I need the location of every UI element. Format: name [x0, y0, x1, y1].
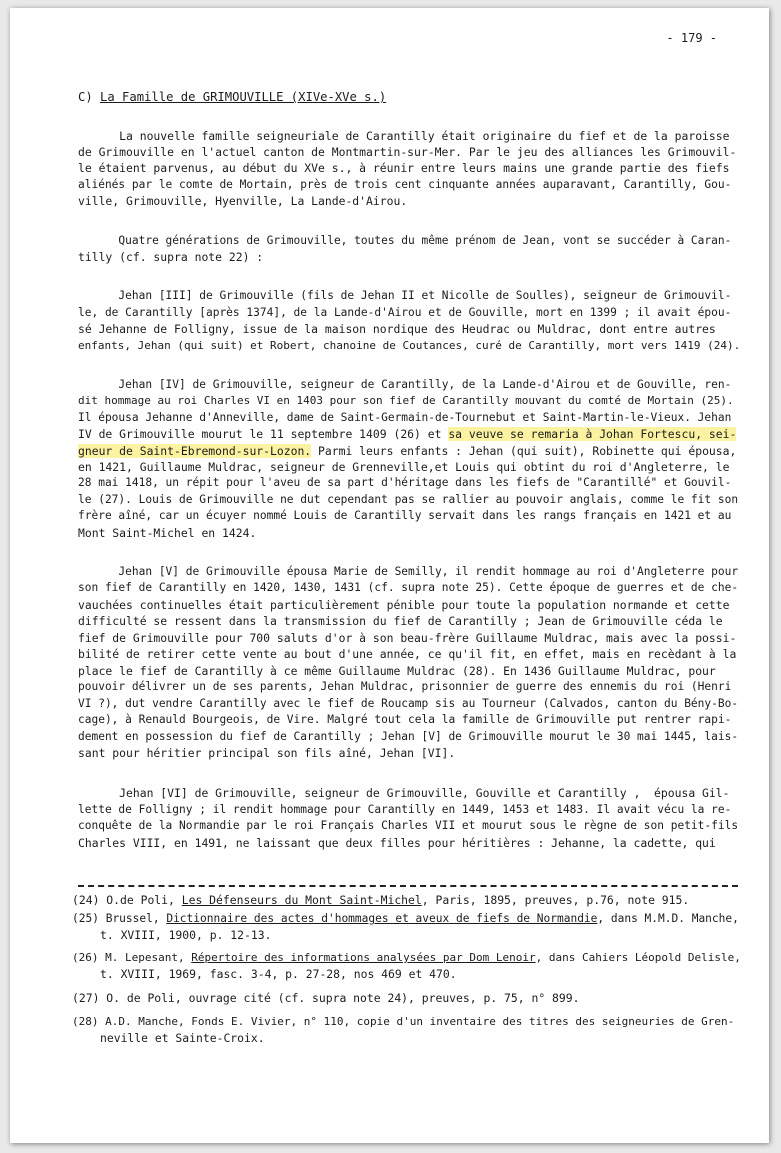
section-label: C)	[78, 90, 93, 104]
footnote-separator	[78, 885, 738, 887]
footnote-number: (26)	[72, 951, 99, 964]
text-line: Quatre générations de Grimouville, toutes du même prénom de Jean, vont se succéder à Caran-	[78, 234, 732, 247]
text-line: Charles VIII, en 1491, ne laissant que deux filles pour héritières : Jehanne, la cadette, qui	[78, 836, 716, 850]
footnote-28	[72, 1015, 734, 1029]
footnote-text: , dans Cahiers Léopold Delisle,	[535, 951, 741, 964]
text-line: son fief de Carantilly en 1420, 1430, 1431 (cf. supra note 25). Cette époque de guerres et de che-	[78, 581, 739, 594]
text-line: VI ?), dut vendre Carantilly avec le fief de Roucamp sis au Tourneur (Calvados, canton du Bény-Bo-	[78, 697, 739, 710]
footnote-text: A.D. Manche, Fonds E. Vivier, n° 110, copie d'un inventaire des titres des seigneuries de Gren-	[105, 1015, 735, 1028]
footnote-number: (24)	[72, 893, 100, 907]
text-line: La nouvelle famille seigneuriale de Carantilly était originaire du fief et de la paroisse	[78, 129, 730, 143]
text-line: le étaient parvenus, au début du XVe s., à réunir entre leurs mains une grande partie des fiefs	[78, 161, 730, 175]
footnote-title: Les Défenseurs du Mont Saint-Michel	[181, 893, 422, 907]
footnote-26	[72, 951, 741, 965]
footnote-text: Brussel,	[105, 912, 167, 925]
text-line: conquête de la Normandie par le roi Français Charles VII et mourut sous le règne de son petit-fils	[78, 819, 739, 832]
footnote-number: (25)	[72, 912, 99, 925]
section-title: La Famille de GRIMOUVILLE (XIVe-XVe s.)	[100, 90, 387, 104]
text-line: de Grimouville en l'actuel canton de Montmartin-sur-Mer. Par le jeu des alliances les Grimouvil-	[78, 145, 737, 159]
footnote-text: M. Lepesant,	[105, 951, 192, 964]
text-segment: IV de Grimouville mourut le 11 septembre 1409 (26) et	[78, 427, 449, 441]
text-line: en 1421, Guillaume Muldrac, seigneur de Grenneville,et Louis qui obtint du roi d'Angleterre, le	[78, 460, 730, 474]
text-line	[78, 427, 736, 441]
text-line: Jehan [V] de Grimouville épousa Marie de Semilly, il rendit hommage au roi d'Angleterre pour	[78, 565, 739, 578]
text-line: 28 mai 1418, un répit pour l'aveu de sa part d'héritage dans les fiefs de "Carantillé" et Gouvil-	[78, 476, 732, 489]
section-heading	[78, 90, 386, 104]
text-line: sé Jehanne de Folligny, issue de la maison nordique des Heudrac ou Muldrac, dont entre autres	[78, 322, 716, 336]
footnote-26-continuation: t. XVIII, 1969, fasc. 3-4, p. 27-28, nos 469 et 470.	[100, 967, 457, 981]
footnote-text: , Paris, 1895, preuves, p.76, note 915.	[421, 893, 690, 907]
text-line: Jehan [IV] de Grimouville, seigneur de Carantilly, de la Lande-d'Airou et de Gouville, ren-	[78, 378, 732, 391]
footnote-number: (28)	[72, 1015, 99, 1028]
footnote-number: (27)	[72, 991, 100, 1005]
footnote-25-continuation: t. XVIII, 1900, p. 12-13.	[100, 928, 272, 942]
text-line: Jehan [III] de Grimouville (fils de Jehan II et Nicolle de Soulles), seigneur de Grimouvil-	[78, 289, 732, 302]
footnote-title: Dictionnaire des actes d'hommages et aveux de fiefs de Normandie	[166, 912, 598, 925]
text-line: dit hommage au roi Charles VI en 1403 pour son fief de Carantilly mouvant du comté de Mortain (25).	[78, 394, 734, 407]
text-line: pouvoir délivrer un de ses parents, Jehan Muldrac, prisonnier de guerre des ennemis du roi (Henri	[78, 680, 732, 693]
page-number: - 179 -	[666, 31, 717, 45]
footnote-title: Répertoire des informations analysées par Dom Lenoir	[191, 951, 536, 964]
footnote-text: O. de Poli, ouvrage cité (cf. supra note 24), preuves, p. 75, n° 899.	[106, 991, 580, 1005]
text-line: vauchées continuelles était particulièrement pénible pour toute la population normande et cette	[78, 598, 730, 612]
text-line: difficulté se ressent dans la transmission du fief de Carantilly ; Jean de Grimouville céda le	[78, 614, 723, 628]
text-line: lette de Folligny ; il rendit hommage pour Carantilly en 1449, 1453 et 1483. Il avait vécu la re-	[78, 803, 732, 816]
text-line: cage), à Renauld Bourgeois, de Vire. Malgré tout cela la famille de Grimouville put rentrer rapi-	[78, 713, 732, 726]
text-line: le (27). Louis de Grimouville ne dut cependant pas se rallier au pouvoir anglais, comme le fit son	[78, 493, 739, 506]
text-segment: Parmi leurs enfants : Jehan (qui suit), Robinette qui épousa,	[311, 444, 737, 458]
document-page	[10, 8, 769, 1143]
highlighted-text: sa veuve se remaria à Johan Fortescu, sei-	[448, 427, 737, 441]
text-line: fief de Grimouville pour 700 saluts d'or à son beau-frère Guillaume Muldrac, mais avec la possi-	[78, 631, 737, 645]
text-line: Mont Saint-Michel en 1424.	[78, 526, 257, 540]
footnote-27	[72, 991, 579, 1005]
footnote-text: , dans M.M.D. Manche,	[597, 912, 739, 925]
text-line: sant pour héritier principal son fils aîné, Jehan [VI].	[78, 746, 456, 760]
text-line: aliénés par le comte de Mortain, près de trois cent cinquante années auparavant, Carantilly, Gou-	[78, 178, 732, 191]
footnote-25	[72, 912, 739, 926]
footnote-text: O.de Poli,	[106, 893, 182, 907]
footnote-28-continuation: neville et Sainte-Croix.	[100, 1031, 265, 1045]
footnote-24	[72, 893, 689, 907]
text-line: dement en possession du fief de Carantilly ; Jehan [V] de Grimouville mourut le 30 mai 1445, lais-	[78, 730, 739, 743]
text-line: place le fief de Carantilly à ce même Guillaume Muldrac (28). En 1436 Guillaume Muldrac, pour	[78, 664, 716, 678]
text-line: enfants, Jehan (qui suit) et Robert, chanoine de Coutances, curé de Carantilly, mort vers 1419 (24).	[78, 339, 741, 352]
text-line: frère aîné, car un écuyer nommé Louis de Carantilly servait dans les rangs français en 1421 et au	[78, 509, 732, 522]
text-line: le, de Carantilly [après 1374], de la Lande-d'Airou et de Gouville, mort en 1399 ; il avait épou-	[78, 306, 732, 319]
text-line: Il épousa Jehanne d'Anneville, dame de Saint-Germain-de-Tournebut et Saint-Martin-le-Vieux. Jehan	[78, 411, 732, 424]
text-line: ville, Grimouville, Hyenville, La Lande-d'Airou.	[78, 194, 408, 208]
text-line	[78, 444, 736, 458]
highlighted-text: gneur de Saint-Ebremond-sur-Lozon.	[78, 444, 312, 458]
text-line: Jehan [VI] de Grimouville, seigneur de Grimouville, Gouville et Carantilly , épousa Gil-	[78, 786, 730, 800]
text-line: tilly (cf. supra note 22) :	[78, 250, 264, 264]
text-line: bilité de retirer cette vente au bout d'une année, ce qu'il fit, en effet, mais en recèdant à la	[78, 647, 737, 661]
